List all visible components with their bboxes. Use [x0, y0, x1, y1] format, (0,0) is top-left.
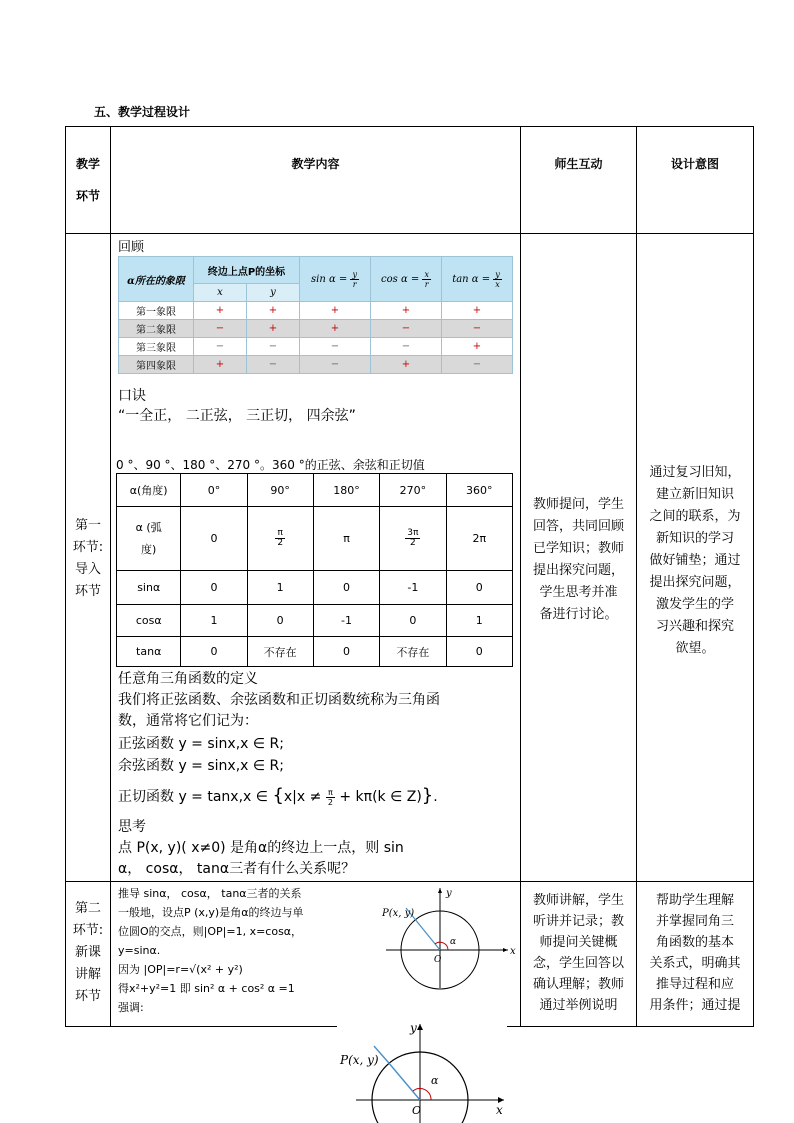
header-content: 教学内容 [291, 157, 340, 171]
point-label: P(x, y) [382, 908, 415, 919]
mnemonic-text: “一全正， 二正弦， 三正切， 四余弦” [118, 408, 356, 424]
mnemonic-label: 口诀 [118, 388, 146, 404]
y-label: y [247, 284, 300, 302]
think-text-1: 点 P(x, y)( x≠0) 是角α的终边上一点，则 sin [118, 840, 404, 856]
row2-intent: 帮助学生理解 并掌握同角三 角函数的基本 关系式，明确其 推导过程和应 用条件；通过提 [649, 893, 741, 1013]
svg-text:x: x [510, 946, 516, 957]
header-intent: 设计意图 [670, 157, 719, 171]
values-title: 0 °、90 °、180 °、270 °。360 °的正弦、余弦和正切值 [116, 458, 425, 472]
row1-stage: 第一 环节: 导入 环节 [72, 518, 104, 599]
definition-text-2: 数，通常将它们记为： [118, 713, 258, 729]
definition-text-1: 我们将正弦函数、余弦函数和正切函数统称为三角函 [118, 692, 440, 708]
row2-stage: 第二 环节: 新课 讲解 环节 [72, 901, 104, 1004]
point-label-large: P(x, y) [340, 1053, 379, 1067]
header-stage-a: 教学 [75, 157, 100, 171]
think-label: 思考 [118, 819, 146, 835]
header-stage-b: 环节 [75, 189, 100, 203]
unit-circle-small [378, 882, 518, 992]
svg-text:O: O [434, 955, 442, 965]
sine-function: 正弦函数 y = sinx,x ∈ R; [118, 736, 284, 752]
special-angle-table: α(角度) 0° 90° 180° 270° 360° α (弧 度) 0 $\frac{\pi}{2}$ π $\frac{3\pi}{2}$ 2π sinα 0 1 0 -1 0 cosα 1 0 -1 0 1 tanα 0 不存在 0 不存在 0 [116, 473, 513, 667]
think-text-2: α， cosα， tanα三者有什么关系呢？ [118, 861, 356, 877]
svg-text:α: α [431, 1074, 439, 1087]
svg-text:y: y [446, 888, 452, 899]
tangent-function: 正切函数 y = tanx,x ∈ {x|x ≠ $\frac{\pi}{2}$ + kπ(k ∈ Z)}. [118, 785, 438, 807]
review-label: 回顾 [118, 240, 145, 255]
svg-text:x: x [496, 1103, 503, 1117]
quadrant-sign-table: α所在的象限 终边上点P的坐标 sin α = $\frac{y}{r}$ cos α = $\frac{x}{r}$ tan α = $\frac{y}{x}$ x y 第一象限 + + + + + 第二象限 − + + − − 第三象限 − − − − + 第四象限 + − − + − [118, 256, 513, 374]
section-title: 五、教学过程设计 [94, 105, 191, 119]
definition-title: 任意角三角函数的定义 [118, 671, 258, 687]
row2-interaction: 教师讲解，学生 听讲并记录；教 师提问关键概 念，学生回答以 确认理解；教师 通过举例说明 [532, 893, 624, 1013]
unit-circle-large [336, 1018, 516, 1123]
svg-text:y: y [410, 1021, 417, 1035]
svg-text:α: α [450, 937, 457, 947]
coord-header: 终边上点P的坐标 [194, 257, 300, 284]
quadrant-header: α所在的象限 [119, 257, 194, 302]
x-label: x [194, 284, 247, 302]
row1-intent: 通过复习旧知， 建立新旧知识 之间的联系，为 新知识的学习 做好铺垫；通过 提出探究问题， 激发学生的学 习兴趣和探究 欲望。 [649, 465, 741, 656]
row2-content: 推导 sinα， cosα， tanα三者的关系 一般地，设点P (x,y)是角α的终边与单 位圆O的交点，则|OP|=1, x=cosα， y=sinα. 因为 |OP|=r=√(x² + y²) 得x²+y²=1 即 sin² α + cos² α =1 强调: [118, 887, 304, 1014]
row1-interaction: 教师提问，学生 回答，共同回顾 已学知识；教师 提出探究问题， 学生思考并准 备进行讨论。 [532, 497, 624, 622]
svg-text:O: O [412, 1104, 422, 1117]
header-interaction: 师生互动 [554, 157, 603, 171]
cosine-function: 余弦函数 y = sinx,x ∈ R; [118, 758, 284, 774]
